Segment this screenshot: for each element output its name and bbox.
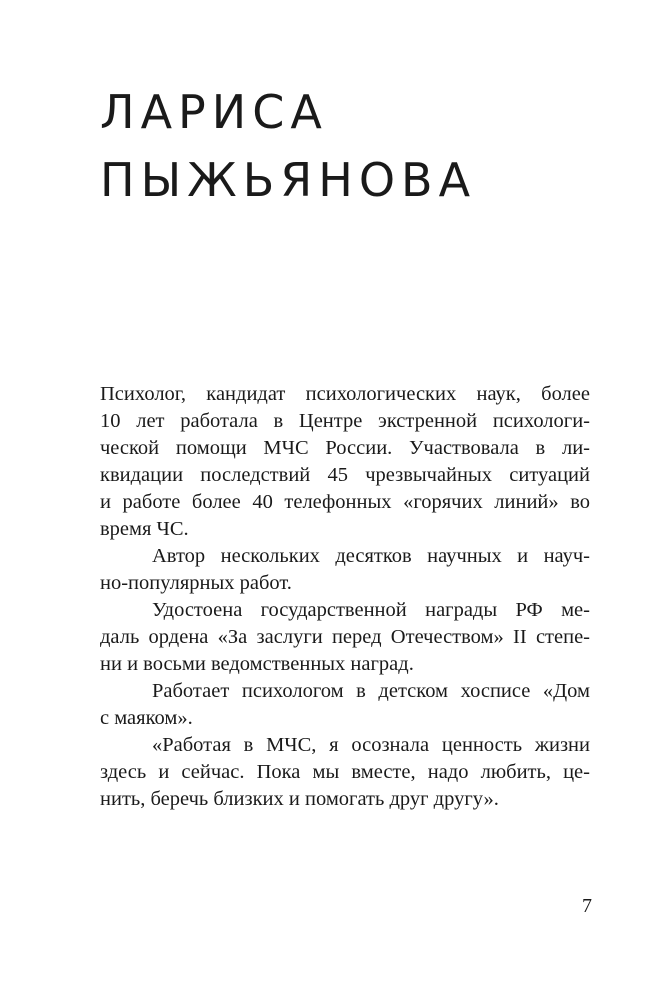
bio-line: Автор нескольких десятков научных и науч-: [152, 545, 590, 567]
bio-line: здесь и сейчас. Пока мы вместе, надо любить, це-: [100, 761, 590, 783]
bio-line: квидации последствий 45 чрезвычайных ситуаций: [100, 464, 590, 486]
bio-line: ческой помощи МЧС России. Участвовала в ли-: [100, 437, 590, 459]
bio-line: Психолог, кандидат психологических наук, более: [100, 383, 590, 405]
bio-line: даль ордена «За заслуги перед Отечеством» II степе-: [100, 626, 590, 648]
page-number: 7: [582, 895, 592, 917]
author-biography: [100, 381, 590, 813]
bio-line: Удостоена государственной награды РФ ме-: [152, 599, 590, 621]
bio-line: но-популярных работ.: [100, 572, 292, 594]
bio-line: «Работая в МЧС, я осознала ценность жизни: [152, 734, 590, 756]
bio-line: Работает психологом в детском хосписе «Дом: [152, 680, 590, 702]
author-first-name: ЛАРИСА: [100, 85, 328, 139]
bio-line: нить, беречь близких и помогать друг другу».: [100, 788, 499, 810]
bio-line: и работе более 40 телефонных «горячих линий» во: [100, 491, 590, 513]
bio-line: время ЧС.: [100, 518, 189, 540]
author-name-heading: [100, 78, 476, 214]
author-last-name: ПЫЖЬЯНОВА: [100, 153, 477, 207]
bio-line: 10 лет работала в Центре экстренной психологи-: [100, 410, 590, 432]
bio-line: ни и восьми ведомственных наград.: [100, 653, 414, 675]
bio-line: с маяком».: [100, 707, 193, 729]
